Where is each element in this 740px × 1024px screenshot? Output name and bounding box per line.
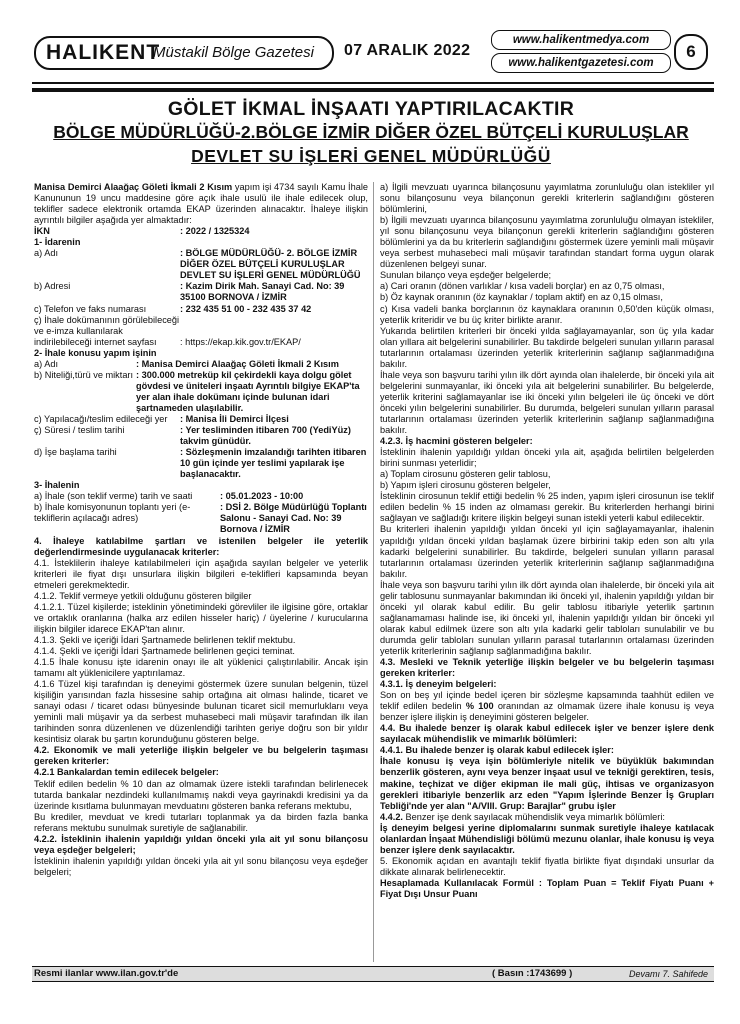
work-name-label: a) Adı xyxy=(34,358,59,369)
work-duration-label: ç) Süresi / teslim tarihi xyxy=(34,425,125,436)
section-2-title: 2- İhale konusu yapım işinin xyxy=(34,347,157,358)
paragraph-r11: b) Yapım işleri cirosunu gösteren belgeler, xyxy=(380,480,551,491)
newspaper-page xyxy=(24,22,718,1012)
ikn-label: İKN xyxy=(34,226,50,237)
paragraph-r14: İhale veya son başvuru tarihi yılın ilk dört ayında olan ihalelerde, bir önceki yıla ait gelir tablosunu sunmayanlar bakımından iki önceki yıl, ihalenin yapıldığı yıldan bir önceki yıl olarak kabul edilir. Bu gelir tablosu itibariyle yeterlik şartının sağlanamaması halinde ise, iki önceki yıl, ihalenin yapıldığı yıldan bir önceki yıl olarak kabul edilmek üzere son altı yıla kadarki gelir tabloları sunulabilir ve bu durumda gelir tabloları sunulan yılların parasal tutarlarının ortalaması üzerinden yeterlik kriterlerinin sağlanıp sağlanmadığına bakılır. xyxy=(380,579,714,656)
paragraph-r17 xyxy=(380,812,714,823)
tender-place-row xyxy=(34,502,368,535)
intro-text: yapım işi 4734 sayılı Kamu İhale Kanununun 19 uncu maddesine göre açık ihale usulü ile ihale edilecek olup, teklifler sadece elektronik ortamda EKAP üzerinden alınacaktır. İhaleye ilişkin ayrıntılı bilgiler aşağıda yer almaktadır: xyxy=(34,182,368,226)
left-column xyxy=(34,182,368,878)
page-number: 6 xyxy=(674,34,708,70)
work-location-value: : Manisa İli Demirci İlçesi xyxy=(180,413,289,424)
footer-continued: Devamı 7. Sahifede xyxy=(628,969,708,979)
paragraph-4-1: 4.1. İsteklilerin ihaleye katılabilmeleri için aşağıda sayılan belgeler ve yeterlik kriterleri ile fiyat dışı unsurlara ilişkin bilgileri e-teklifleri kapsamında beyan etmeleri gerekmektedir. xyxy=(34,557,368,590)
work-start-label: d) İşe başlama tarihi xyxy=(34,447,117,458)
paragraph-r5: b) Öz kaynak oranının (öz kaynaklar / toplam aktif) en az 0,15 olması, xyxy=(380,292,663,303)
section-4-2-title: 4.2. Ekonomik ve mali yeterliğe ilişkin belgeler ve bu belgelerin taşıması gereken kriterler: xyxy=(34,745,368,767)
paragraph-r12: İsteklinin cirosunun teklif ettiği bedelin % 25 inden, yapım işleri cirosunun ise teklif edilen bedelin % 15 inden az olmaması gerekir. Bu kriterlerden herhangi birini sağlayan ve sağladığı kritere ilişkin belgeyi sunan istekli yeterli kabul edilecektir. xyxy=(380,491,714,524)
headline: GÖLET İKMAL İNŞAATI YAPTIRILACAKTIR xyxy=(167,98,575,120)
project-name: Manisa Demirci Alaağaç Göleti İkmali 2 Kısım xyxy=(34,182,233,192)
paragraph-4-2-1: Teklif edilen bedelin % 10 dan az olmamak üzere istekli tarafından belirlenecek tutarda bankalar nezdindeki kullanılmamış nakdi veya gayrinakdi kredisini ya da üzerinde kısıtlama bulunmayan mevduatını gösteren banka referans mektubu, xyxy=(34,778,368,811)
tender-date-row xyxy=(34,491,368,502)
work-start-value: : Sözleşmenin imzalandığı tarihten itibaren 10 gün içinde yer teslimi yapılarak işe başlanacaktır. xyxy=(180,447,367,480)
footer-bar xyxy=(32,966,714,982)
paragraph-r8: İhale veya son başvuru tarihi yılın ilk dört ayında olan ihalelerde, bir önceki yıla ait belgelerini sunmayanlar, iki önceki yıla ait belgelerini sunabilirler. Bu belgelerde, yeterlik kriterini sağlamayanlar ise iki önceki yılın belgeleri ile üç önceki ve dört önceki yılın belgelerini sunabilirler. Bu durumda, belgeleri sunulan yılların parasal tutarlarının ortalaması üzerinden yeterlik kriterlerinin sağlanıp sağlanmadığına bakılır. xyxy=(380,369,714,436)
paragraph-4-1-2: 4.1.2. Teklif vermeye yetkili olduğunu gösteren bilgiler xyxy=(34,590,252,601)
right-column xyxy=(380,182,714,900)
section-1-title: 1- İdarenin xyxy=(34,237,81,248)
admin-phone-row xyxy=(34,304,368,315)
doc-website-label: ç) İhale dokümanının görülebileceği ve e-imza kullanılarak indirilebileceği internet sayfası xyxy=(34,314,180,347)
admin-address-label: b) Adresi xyxy=(34,281,71,292)
paragraph-r1: a) İlgili mevzuatı uyarınca bilançosunu yayımlatma zorunluluğu olan istekliler yıl sonu bilançosunu veya bilançonun gerekli kriterlerin sağlandığını gösteren bölümlerini, xyxy=(380,182,714,215)
paragraph-r13: Bu kriterleri ihalenin yapıldığı yıldan önceki yıl için sağlayamayanlar, ihalenin yapıldığı yıldan önceki yıldan başlamak üzere birbirini takip eden son altı yıla kadarki belgelerini sunabilirler. Bu takdirde, belgeleri sunulan yılların parasal tutarlarının ortalaması üzerinden yeterlik kriterlerinin sağlanıp sağlanmadığına bakılır. xyxy=(380,524,714,579)
admin-address-value: : Kazim Dirik Mah. Sanayi Cad. No: 39 35100 BORNOVA / İZMİR xyxy=(180,281,345,303)
paragraph-r2: b) İlgili mevzuatı uyarınca bilançosunu yayımlatma zorunluluğu olmayan istekliler, yıl sonu bilançosunu veya bilançonun gerekli kriterlerin sağlandığını gösteren bölümlerini ya da bu kriterlerin sağlandığını göstermek üzere yeminli mali müşavir veya serbest muhasebeci mali müşavir tarafından standart forma uygun olarak düzenlenen belgeyi sunar. xyxy=(380,215,714,270)
section-4-2-2-title: 4.2.2. İsteklinin ihalenin yapıldığı yıldan önceki yıla ait yıl sonu bilançosu veya eşdeğer belgeleri; xyxy=(34,833,368,855)
doc-website-row xyxy=(34,315,368,348)
r15-text-c: oranından az olmamak üzere ihale konusu iş veya benzer işlere ilişkin iş deneyimini gösteren belgeler. xyxy=(380,701,714,723)
tender-date-label: a) İhale (son teklif verme) tarih ve saati xyxy=(34,491,193,502)
paragraph-r6: c) Kısa vadeli banka borçlarının öz kaynaklara oranının 0,50'den küçük olması, yeterlik kriteridir ve bu üç kriter birlikte aranır. xyxy=(380,303,714,325)
tender-date-value: : 05.01.2023 - 10:00 xyxy=(220,491,304,502)
paragraph-4-1-5: 4.1.5 İhale konusu işte idarenin onayı ile alt yüklenici çalıştırılabilir. Ancak işin tamamı alt yüklenicilere yaptırılamaz. xyxy=(34,657,368,679)
section-4-3-1-title: 4.3.1. İş deneyim belgeleri: xyxy=(380,679,497,690)
issue-date: 07 ARALIK 2022 xyxy=(344,42,471,59)
admin-name-value: : BÖLGE MÜDÜRLÜĞÜ- 2. BÖLGE İZMİR DİĞER ÖZEL BÜTÇELİ KURULUŞLAR DEVLET SU İŞLERİ GENEL MÜDÜRLÜĞÜ xyxy=(180,248,361,281)
tender-place-label: b) İhale komisyonunun toplantı yeri (e-tekliflerin açılacağı adres) xyxy=(34,502,191,524)
masthead xyxy=(34,30,710,74)
paragraph-4-2-2: İsteklinin ihalenin yapıldığı yıldan önceki yıla ait yıl sonu bilançosu veya eşdeğer belgeleri; xyxy=(34,855,368,877)
section-4-2-1-title: 4.2.1 Bankalardan temin edilecek belgeler: xyxy=(34,767,219,778)
work-name-row xyxy=(34,359,368,370)
work-duration-value: : Yer tesliminden itibaren 700 (YediYüz) takvim günüdür. xyxy=(180,425,351,447)
admin-name-row xyxy=(34,248,368,281)
website-links xyxy=(491,30,671,76)
section-4-4-title: 4.4. Bu ihalede benzer iş olarak kabul edilecek işler ve benzer işlere denk sayılacak mühendislik ve mimarlık bölümleri: xyxy=(380,723,714,745)
work-type-row xyxy=(34,370,368,414)
paragraph-r16: İhale konusu iş veya işin bölümleriyle nitelik ve büyüklük bakımından benzerlik gösteren, aynı veya benzer inşaat usul ve tekniği gerektiren, tesis, makine, teçhizat ve diğer ekipman ile mali güç, ihtisas ve organizasyon gerekleri itibariyle benzerlik arz eden "Yapım İşlerinde Benzer İş Grupları Tebliği'nde yer alan "A/VIII. Grup: Barajlar" grubu işler xyxy=(380,756,714,811)
column-divider xyxy=(373,182,374,962)
paragraph-r9: İsteklinin ihalenin yapıldığı yıldan önceki yıla ait, aşağıda belirtilen belgelerden birini sunması yeterlidir; xyxy=(380,447,714,469)
brand-name: HALIKENT xyxy=(46,41,161,64)
paragraph-r4: a) Cari oranın (dönen varlıklar / kısa vadeli borçlar) en az 0,75 olması, xyxy=(380,281,665,292)
paragraph-r18: İş deneyim belgesi yerine diplomalarını sunmak suretiyle ihaleye katılacak olanlardan İnşaat Mühendisliği bölümü mezunu olanlar, ihale konusu iş veya benzer işlere denk sayılacaktır. xyxy=(380,822,714,855)
paragraph-4-1-3: 4.1.3. Şekli ve içeriği İdari Şartnamede belirlenen teklif mektubu. xyxy=(34,634,296,645)
paragraph-r19: 5. Ekonomik açıdan en avantajlı teklif fiyatla birlikte fiyat dışındaki unsurlar da dikkate alınarak belirlenecektir. xyxy=(380,855,714,877)
work-location-row xyxy=(34,414,368,425)
brand-box xyxy=(34,36,334,70)
work-start-row xyxy=(34,447,368,480)
r15-text-a: Son on beş yıl içinde bedel içeren bir sözleşme kapsamında taahhüt edilen ve teklif edilen bedelin xyxy=(380,690,714,712)
r17-text: Benzer işe denk sayılacak mühendislik veya mimarlık bölümleri: xyxy=(403,811,665,822)
work-type-value: : 300.000 metreküp kil çekirdekli kaya dolgu gölet gövdesi ve üniteleri inşaatı Ayrıntılı bilgiye EKAP'ta yer alan ihale dokümanı içinde bulunan idari şartnameden ulaşılabilir. xyxy=(136,369,360,413)
work-name-value: : Manisa Demirci Alaağaç Göleti İkmali 2 Kısım xyxy=(136,358,339,369)
ikn-value: : 2022 / 1325324 xyxy=(180,226,250,237)
paragraph-r3: Sunulan bilanço veya eşdeğer belgelerde; xyxy=(380,270,552,281)
work-type-label: b) Niteliği,türü ve miktarı xyxy=(34,369,134,380)
r15-percent: % 100 xyxy=(465,701,494,712)
admin-name-label: a) Adı xyxy=(34,248,59,259)
section-4-title: 4. İhaleye katılabilme şartları ve istenilen belgeler ile yeterlik değerlendirmesinde uygulanacak kriterler: xyxy=(34,535,368,557)
section-3-title: 3- İhalenin xyxy=(34,480,80,491)
footer-ilan-link[interactable]: Resmi ilanlar www.ilan.gov.tr'de xyxy=(34,968,179,979)
subheadline-1: BÖLGE MÜDÜRLÜĞÜ-2.BÖLGE İZMİR DİĞER ÖZEL BÜTÇELİ KURULUŞLAR xyxy=(53,122,689,142)
paragraph-r20: Hesaplamada Kullanılacak Formül : Toplam Puan = Teklif Fiyatı Puanı + Fiyat Dışı Unsur Puanı xyxy=(380,877,714,899)
subheadline-2: DEVLET SU İŞLERİ GENEL MÜDÜRLÜĞÜ xyxy=(191,146,551,166)
paragraph-4-1-2-1: 4.1.2.1. Tüzel kişilerde; isteklinin yönetimindeki görevliler ile ilgisine göre, ortaklar ve ortaklık oranlarına (halka arz edilen hisseler hariç) / üyelerine / kurucularına ilişkin bilgiler idarece EKAP'tan alınır. xyxy=(34,601,368,634)
paragraph-4-2-1-b: Bu krediler, mevduat ve kredi tutarları toplanmak ya da birden fazla banka referans mektubu sunulmak suretiyle de sağlanabilir. xyxy=(34,811,368,833)
section-4-4-1-title: 4.4.1. Bu ihalede benzer iş olarak kabul edilecek işler: xyxy=(380,745,614,756)
tender-place-value: : DSİ 2. Bölge Müdürlüğü Toplantı Salonu - Sanayi Cad. No: 39 Bornova / İZMİR xyxy=(220,502,367,535)
paragraph-4-1-4: 4.1.4. Şekli ve içeriği İdari Şartnamede belirlenen geçici teminat. xyxy=(34,645,295,656)
header-rule xyxy=(32,82,714,84)
paragraph-r7: Yukarıda belirtilen kriterleri bir önceki yılda sağlayamayanlar, son üç yıla kadar olan yıllara ait belgelerini sunabilirler. Bu takdirde belgeleri sunulan yılların parasal tutarlarının ortalaması üzerinden yeterlik kriterlerinin sağlanıp sağlanmadığına bakılır. xyxy=(380,325,714,369)
header-rule-thick xyxy=(32,88,714,92)
website-link-1[interactable]: www.halikentmedya.com xyxy=(491,30,671,50)
admin-phone-label: c) Telefon ve faks numarası xyxy=(34,303,147,314)
intro-paragraph xyxy=(34,182,368,226)
paragraph-r15 xyxy=(380,690,714,723)
brand-subtitle: Müstakil Bölge Gazetesi xyxy=(153,44,314,61)
paragraph-r10: a) Toplam cirosunu gösteren gelir tablosu, xyxy=(380,469,551,480)
website-link-2[interactable]: www.halikentgazetesi.com xyxy=(491,53,671,73)
admin-address-row xyxy=(34,281,368,303)
footer-press-number: ( Basın :1743699 ) xyxy=(492,968,573,979)
doc-website-value[interactable]: : https://ekap.kik.gov.tr/EKAP/ xyxy=(180,336,301,347)
section-4-2-3-title: 4.2.3. İş hacmini gösteren belgeler: xyxy=(380,436,533,447)
admin-phone-value: : 232 435 51 00 - 232 435 37 42 xyxy=(180,303,312,314)
work-duration-row xyxy=(34,425,368,447)
paragraph-4-1-6: 4.1.6 Tüzel kişi tarafından iş deneyimi göstermek üzere sunulan belgenin, tüzel kişiliğin yarısından fazla hissesine sahip ortağına ait olması halinde, ticaret ve sanayi odası / ticaret odası bünyesinde bulunan ticaret sicil memurluklarıı veya yeminli mali müşavir ya da serbest muhasebeci mali müşavir tarafından ilk ilan tarihinden sonra düzenlenen ve düzenlendiği tarihten geriye doğru son bir yıldır kesintisiz olarak bu şartın korunduğunu gösteren belge. xyxy=(34,679,368,745)
ikn-row xyxy=(34,226,368,237)
section-4-3-title: 4.3. Mesleki ve Teknik yeterliğe ilişkin belgeler ve bu belgelerin taşıması gereken kriterler: xyxy=(380,657,714,679)
work-location-label: c) Yapılacağı/teslim edileceği yer xyxy=(34,413,168,424)
r17-number: 4.4.2. xyxy=(380,811,403,822)
